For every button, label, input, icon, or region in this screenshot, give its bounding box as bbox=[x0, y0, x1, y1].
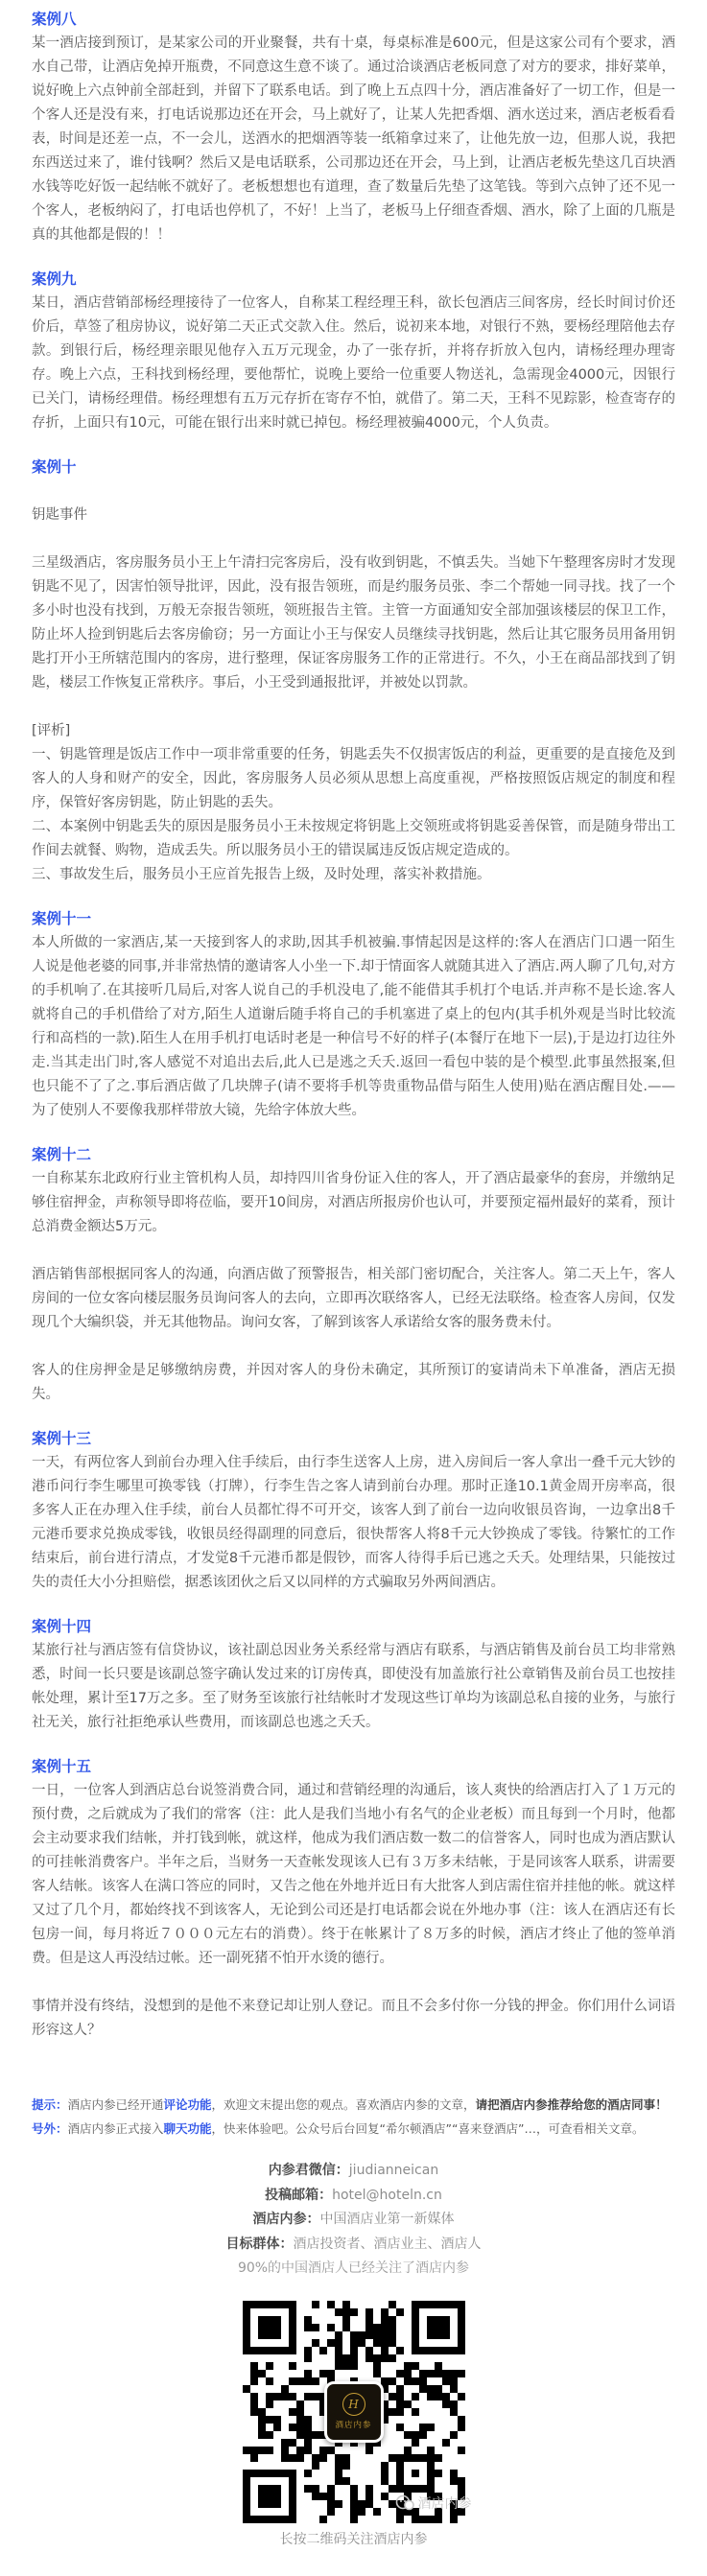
qr-center-logo bbox=[324, 2381, 384, 2443]
footer-audience-line bbox=[32, 2233, 675, 2258]
footer-wechat-value: jiudianneican bbox=[348, 2163, 439, 2178]
footer-brand-label: 酒店内参： bbox=[252, 2212, 320, 2227]
case-11-title: 案例十一 bbox=[32, 910, 92, 927]
case-14-paragraph: 某旅行社与酒店签有信贷协议，该社副总因业务关系经常与酒店有联系，与酒店销售及前台员工均非常熟悉，时间一长只要是该副总签字确认发过来的订房传真，即使没有加盖旅行社公章销售及前台员工也按挂帐处理，累计至17万之多。至了财务至该旅行社结帐时才发现这些订单均为该副总私自接的业务，与旅行社无关，旅行社拒绝承认些费用，而该副总也逃之夭夭。 bbox=[32, 1643, 675, 1730]
tip-line bbox=[32, 2093, 675, 2117]
extra-pre-text: 酒店内参正式接入 bbox=[67, 2121, 164, 2136]
footer-brand-line bbox=[32, 2208, 675, 2233]
footer-audience-value: 酒店投资者、酒店业主、酒店人 bbox=[293, 2236, 482, 2252]
case-10-story: 三星级酒店，客房服务员小王上午清扫完客房后，没有收到钥匙，不慎丢失。当她下午整理客房时才发现钥匙不见了，因害怕领导批评，因此，没有报告领班，而是约服务员张、李二个帮她一同寻找。找了一个多小时也没有找到，万般无奈报告领班，领班报告主管。主管一方面通知安全部加强该楼层的保卫工作，防止坏人捡到钥匙后去客房偷窃；另一方面让小王与保安人员继续寻找钥匙，然后让其它服务员用备用钥匙打开小王所辖范围内的客房，进行整理，保证客房服务工作的正常进行。不久，小王在商品部找到了钥匙，楼层工作恢复正常秩序。事后，小王受到通报批评，并被处以罚款。 bbox=[32, 555, 675, 691]
footer-section bbox=[32, 2159, 675, 2552]
case-8-title: 案例八 bbox=[32, 11, 77, 28]
tip-pre-text: 酒店内参已经开通 bbox=[67, 2097, 164, 2112]
wechat-mascot-icon bbox=[395, 2494, 414, 2512]
case-11-paragraph: 本人所做的一家酒店,某一天接到客人的求助,因其手机被骗.事情起因是这样的:客人在酒店门口遇一陌生人说是他老婆的同事,并非常热情的邀请客人小坐一下.却于情面客人就随其进入了酒店.两人聊了几句,对方的手机响了.在其接听几局后,对客人说自己的手机没电了,能不能借其手机打个电话.并声称不是长途.客人就将自己的手机借给了对方,陌生人道谢后随手将自己的手机塞进了桌上的包内(其手机外观是当时比较流行和高档的一款).陌生人在用手机打电话时老是一种信号不好的样子(本餐厅在地下一层),于是边打边往外走.当其走出门时,客人感觉不对追出去后,此人已是逃之夭夭.返回一看包中装的是个模型.此事虽然报案,但也只能不了了之.事后酒店做了几块牌子(请不要将手机等贵重物品借与陌生人使用)贴在酒店醒目处.——为了使别人不要像我那样带放大镜，先给字体放大些。 bbox=[32, 935, 675, 1118]
footer-audience-label: 目标群体： bbox=[225, 2236, 294, 2252]
tip-bold-text: 请把酒店内参推荐给您的酒店同事！ bbox=[475, 2097, 668, 2112]
footer-brand-value: 中国酒店业第一新媒体 bbox=[319, 2212, 455, 2227]
case-10-analysis-item-2: 二、本案例中钥匙丢失的原因是服务员小王未按规定将钥匙上交领班或将钥匙妥善保管，而是随身带出工作间去就餐、购物，造成丢失。所以服务员小王的错误属违反饭店规定造成的。 bbox=[32, 819, 675, 858]
footer-wechat-line bbox=[32, 2159, 675, 2184]
case-15-paragraph-2: 事情并没有终结，没想到的是他不来登记却让别人登记。而且不会多付你一分钱的押金。你们用什么词语形容这人？ bbox=[32, 1999, 675, 2038]
case-15-paragraph-1: 一日，一位客人到酒店总台说签消费合同，通过和营销经理的沟通后，该人爽快的给酒店打入了１万元的预付费，之后就成为了我们的常客（注：此人是我们当地小有名气的企业老板）而且每到一个月时，他都会主动要求我们结帐，并打钱到帐，就这样，他成为我们酒店数一数二的信誉客人，同时也成为酒店默认的可挂帐消费客户。半年之后，当财务一天查帐发现该人已有３万多未结帐，于是同该客人联系，讲需要客人结帐。该客人在满口答应的同时，又告之他在外地并近日有大批客人到店需住宿并挂他的帐。就这样又过了几个月，都始终找不到该客人，无论到公司还是打电话都会说在外地办事（注：该人在酒店还有长包房一间，每月将近７０００元左右的消费）。终于在帐累计了８万多的时候，酒店才终止了他的签单消费。但是这人再没结过帐。还一副死猪不怕开水烫的德行。 bbox=[32, 1783, 675, 1966]
case-12-paragraph-3: 客人的住房押金是足够缴纳房费，并因对客人的身份未确定，其所预订的宴请尚未下单准备，酒店无损失。 bbox=[32, 1363, 675, 1402]
case-12-paragraph-1: 一自称某东北政府行业主管机构人员，却持四川省身份证入住的客人，开了酒店最豪华的套房，并缴纳足够住宿押金，声称领导即将莅临，要开10间房，对酒店所报房价也认可，并要预定福州最好的菜肴，预计总消费金额达5万元。 bbox=[32, 1171, 675, 1234]
tips-section bbox=[32, 2093, 675, 2141]
case-9-title: 案例九 bbox=[32, 270, 77, 288]
case-10-analysis-item-3: 三、事故发生后，服务员小王应首先报告上级，及时处理，落实补救措施。 bbox=[32, 867, 491, 882]
case-8-paragraph: 某一酒店接到预订，是某家公司的开业聚餐，共有十桌，每桌标准是600元，但是这家公司有个要求，酒水自己带，让酒店免掉开瓶费，不同意这生意不谈了。通过洽谈酒店老板同意了对方的要求，排好菜单，说好晚上六点钟前全部赶到，并留下了联系电话。到了晚上五点四十分，酒店准备好了一切工作，但是一个客人还是没有来，打电话说那边还在开会，马上就好了，让某人先把香烟、酒水送过来，酒店老板看看表，时间是还差一点，不一会儿，送酒水的把烟酒等装一纸箱拿过来了，让他先放一边，但那人说，我把东西送过来了，谁付钱啊？然后又是电话联系，公司那边还在开会，马上到，让酒店老板先垫这几百块酒水钱等吃好饭一起结帐不就好了。老板想想也有道理，查了数量后先垫了这笔钱。等到六点钟了还不见一个客人，老板纳闷了，打电话也停机了，不好！上当了，老板马上仔细查香烟、酒水，除了上面的几瓶是真的其他都是假的！！ bbox=[32, 35, 675, 243]
footer-wechat-label: 内参君微信： bbox=[268, 2163, 349, 2178]
case-15-title: 案例十五 bbox=[32, 1758, 92, 1775]
footer-slogan: 90%的中国酒店人已经关注了酒店内参 bbox=[237, 2260, 470, 2276]
extra-label: 号外： bbox=[32, 2121, 68, 2136]
qr-code bbox=[238, 2296, 470, 2528]
comment-feature-link[interactable]: 评论功能 bbox=[163, 2097, 212, 2112]
footer-email-label: 投稿邮箱： bbox=[265, 2187, 333, 2203]
chat-feature-link[interactable]: 聊天功能 bbox=[163, 2121, 212, 2136]
tip-mid-text: ，欢迎文末提出您的观点。喜欢酒店内参的文章， bbox=[211, 2097, 476, 2112]
qr-caption: 长按二维码关注酒店内参 bbox=[279, 2531, 428, 2547]
case-14-title: 案例十四 bbox=[32, 1618, 92, 1635]
extra-post-text: ，快来体验吧。公众号后台回复“希尔顿酒店”“喜来登酒店”…，可查看相关文章。 bbox=[211, 2121, 645, 2136]
case-12-paragraph-2: 酒店销售部根据同客人的沟通，向酒店做了预警报告，相关部门密切配合，关注客人。第二天上午，客人房间的一位女客向楼层服务员询问客人的去向，立即再次联络客人，已经无法联络。检查客人房间，仅发现几个大编织袋，并无其他物品。询问女客，了解到该客人承诺给女客的服务费未付。 bbox=[32, 1267, 675, 1330]
tip-label: 提示： bbox=[32, 2097, 68, 2112]
case-13-title: 案例十三 bbox=[32, 1430, 92, 1447]
case-12-title: 案例十二 bbox=[32, 1146, 92, 1163]
brand-monogram-icon: H bbox=[342, 2393, 365, 2416]
case-10-subtitle: 钥匙事件 bbox=[32, 507, 87, 523]
case-10-analysis-heading: [评析] bbox=[32, 723, 71, 738]
qr-logo-text: 酒店内参 bbox=[335, 2421, 372, 2430]
extra-line bbox=[32, 2117, 675, 2141]
case-10-analysis-item-1: 一、钥匙管理是饭店工作中一项非常重要的任务，钥匙丢失不仅损害饭店的利益，更重要的是直接危及到客人的人身和财产的安全，因此，客房服务人员必须从思想上高度重视，严格按照饭店规定的制度和程序，保管好客房钥匙，防止钥匙的丢失。 bbox=[32, 747, 675, 810]
footer-email-line bbox=[32, 2184, 675, 2209]
case-13-paragraph: 一天，有两位客人到前台办理入住手续后，由行李生送客人上房，进入房间后一客人拿出一叠千元大钞的港币问行李生哪里可换零钱（打牌），行李生告之客人请到前台办理。那时正逢10.1黄金周开房率高，很多客人正在办理入住手续，前台人员都忙得不可开交，该客人到了前台一边向收银员咨询，一边拿出8千元港币要求兑换成零钱，收银员经得副理的同意后，很快帮客人将8千元大钞换成了零钱。待繁忙的工作结束后，前台进行清点，才发觉8千元港币都是假钞，而客人待得手后已逃之夭夭。处理结果，只能按过失的责任大小分担赔偿，据悉该团伙之后又以同样的方式骗取另外两间酒店。 bbox=[32, 1455, 675, 1590]
case-9-paragraph: 某日，酒店营销部杨经理接待了一位客人，自称某工程经理王科，欲长包酒店三间客房，经长时间讨价还价后，草签了租房协议，说好第二天正式交款入住。然后，说初来本地，对银行不熟，要杨经理陪他去存款。到银行后，杨经理亲眼见他存入五万元现金，办了一张存折，并将存折放入包内，请杨经理办理寄存。晚上六点，王科找到杨经理，要他帮忙，说晚上要给一位重要人物送礼，急需现金4000元，因银行已关门，请杨经理借。杨经理想有五万元存折在寄存不怕，就借了。第二天，王科不见踪影，检查寄存的存折，上面只有10元，可能在银行出来时就已掉包。杨经理被骗4000元，个人负责。 bbox=[32, 295, 675, 431]
qr-watermark-text: 酒店内参 bbox=[417, 2495, 472, 2512]
case-10-title: 案例十 bbox=[32, 458, 77, 476]
qr-watermark bbox=[395, 2494, 472, 2513]
footer-email-value: hotel@hoteln.cn bbox=[332, 2187, 442, 2203]
